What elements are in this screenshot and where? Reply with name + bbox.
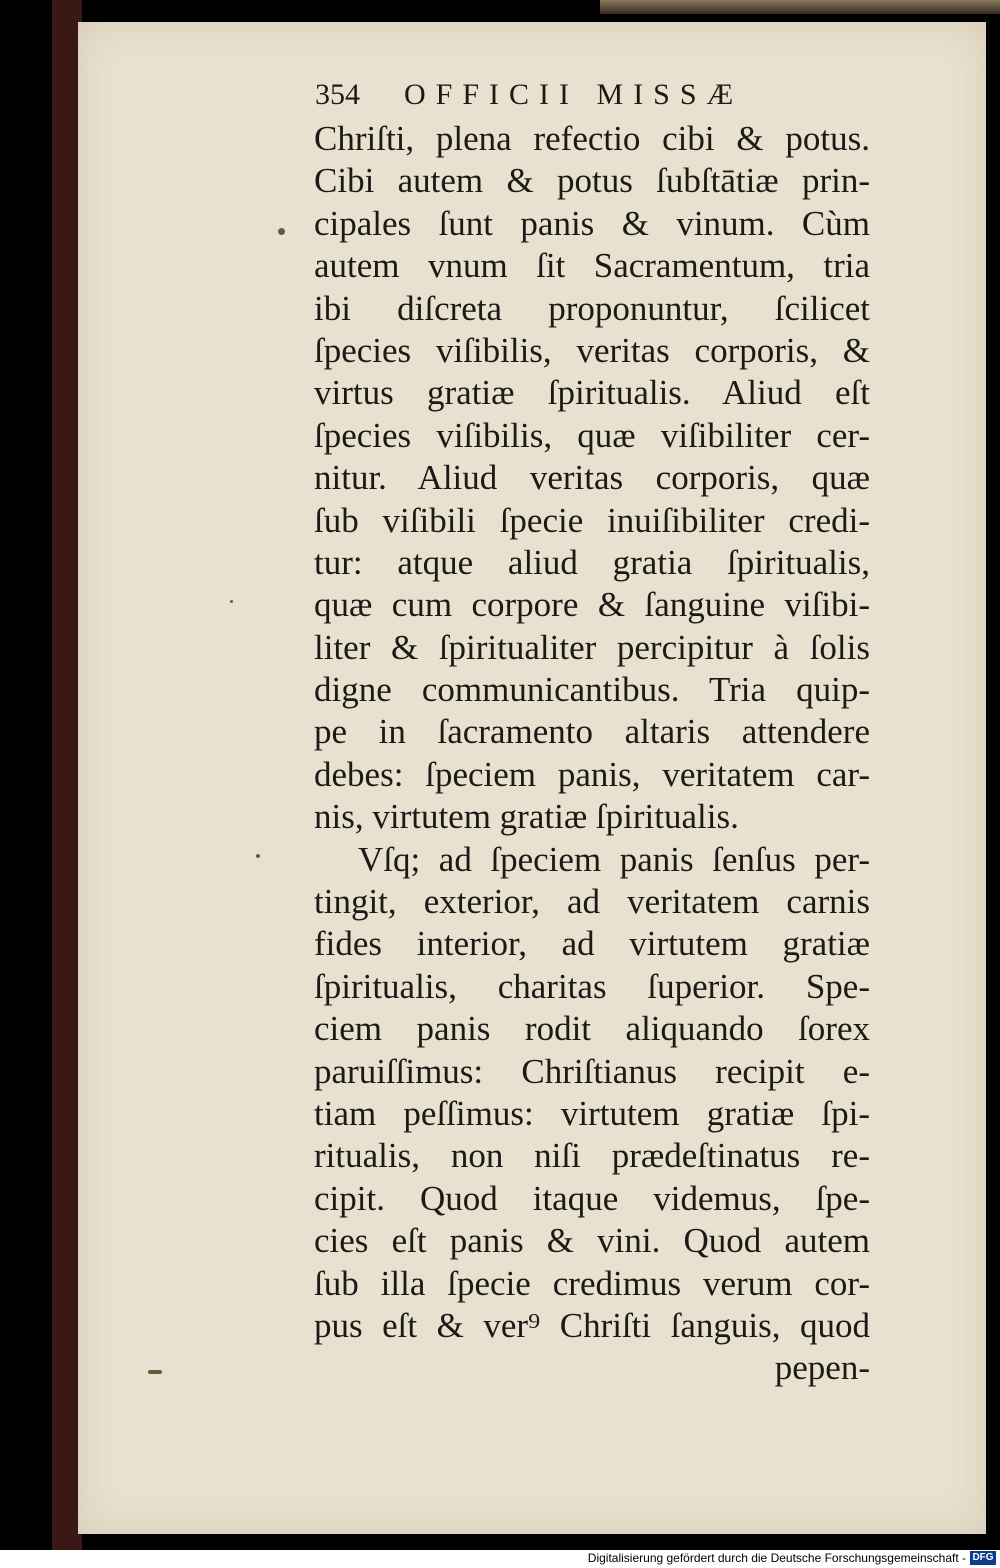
text-line: debes: ſpeciem panis, veritatem car- xyxy=(314,754,870,794)
running-head xyxy=(315,78,743,112)
text-line: ritualis, non niſi prædeſtinatus re- xyxy=(314,1136,870,1176)
text-line: fides interior, ad virtutem gratiæ xyxy=(314,924,870,964)
page-speck xyxy=(148,1370,162,1374)
text-line: quæ cum corpore & ſanguine viſibi- xyxy=(314,585,870,625)
page-top-edge xyxy=(600,0,1000,14)
text-line: tur: atque aliud gratia ſpiritualis, xyxy=(314,542,870,582)
text-line: ſpecies viſibilis, veritas corporis, & xyxy=(314,330,870,370)
text-line: ſub viſibili ſpecie inuiſibiliter credi- xyxy=(314,500,870,540)
page-number: 354 xyxy=(315,78,360,111)
page-speck xyxy=(256,854,260,858)
text-line: pe in ſacramento altaris attendere xyxy=(314,712,870,752)
text-line: liter & ſpiritualiter percipitur à ſolis xyxy=(314,627,870,667)
text-line: virtus gratiæ ſpiritualis. Aliud eſt xyxy=(314,373,870,413)
text-line: Chriſti, plena refectio cibi & potus. xyxy=(314,119,870,158)
text-line: paruiſſimus: Chriſtianus recipit e- xyxy=(314,1051,870,1091)
page-speck xyxy=(230,600,233,603)
text-line: ciem panis rodit aliquando ſorex xyxy=(314,1009,870,1049)
text-line: cies eſt panis & vini. Quod autem xyxy=(314,1221,870,1261)
body-text xyxy=(314,118,870,1390)
text-line: Cibi autem & potus ſubſtātiæ prin- xyxy=(314,161,870,201)
funding-credit: Digitalisierung gefördert durch die Deutsche Forschungsgemeinschaft - xyxy=(587,1551,966,1565)
running-title: OFFICII MISSÆ xyxy=(404,78,744,111)
text-line: cipales ſunt panis & vinum. Cùm xyxy=(314,203,870,243)
text-line: ſpiritualis, charitas ſuperior. Spe- xyxy=(314,966,870,1006)
text-line: nitur. Aliud veritas corporis, quæ xyxy=(314,458,870,498)
text-line: ibi diſcreta proponuntur, ſcilicet xyxy=(314,288,870,328)
text-line: tingit, exterior, ad veritatem carnis xyxy=(314,882,870,922)
text-line: ſpecies viſibilis, quæ viſibiliter cer- xyxy=(314,415,870,455)
text-line: cipit. Quod itaque videmus, ſpe- xyxy=(314,1178,870,1218)
text-line: pus eſt & ver⁹ Chriſti ſanguis, quod xyxy=(314,1305,870,1345)
text-line: autem vnum ſit Sacramentum, tria xyxy=(314,246,870,286)
dfg-logo: DFG xyxy=(970,1551,996,1565)
text-line: tiam peſſimus: virtutem gratiæ ſpi- xyxy=(314,1093,870,1133)
catchword: pepen- xyxy=(774,1348,870,1388)
text-line: digne communicantibus. Tria quip- xyxy=(314,670,870,710)
page-speck xyxy=(278,228,285,235)
text-line: Vſq; ad ſpeciem panis ſenſus per- xyxy=(358,839,870,879)
text-line: nis, virtutem gratiæ ſpiritualis. xyxy=(314,797,739,837)
text-line: ſub illa ſpecie credimus verum cor- xyxy=(314,1263,870,1303)
